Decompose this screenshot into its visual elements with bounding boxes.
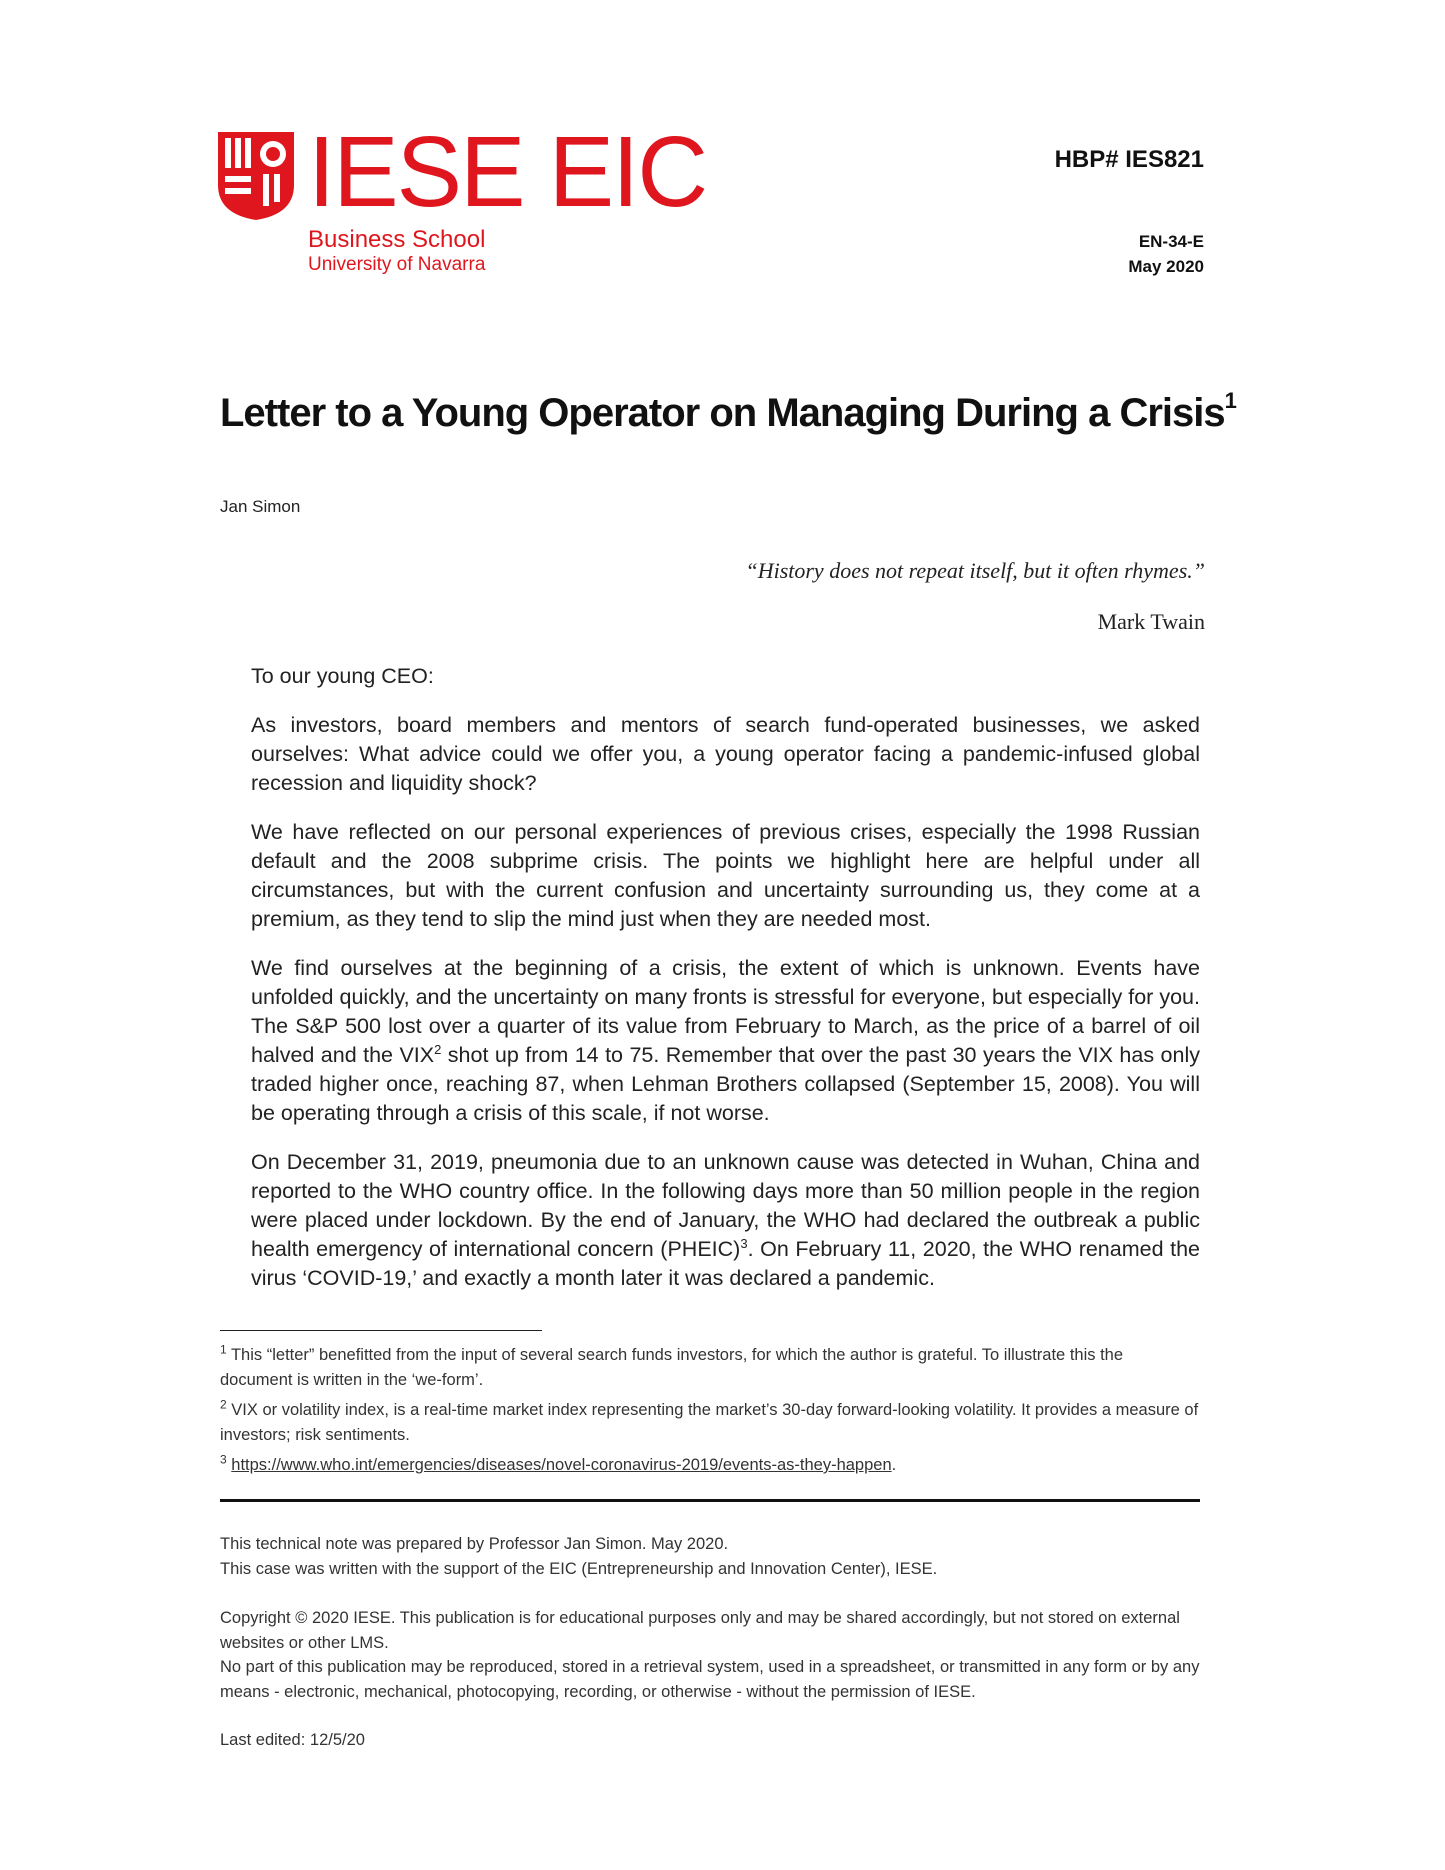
paragraph-4-text-b: . On February 11, 2020, the WHO renamed the virus ‘COVID-19,’ and exactly a month later it was declared a pandemic. — [251, 1237, 1200, 1290]
footer-support: This case was written with the support of the EIC (Entrepreneurship and Innovation Center), IESE. — [220, 1560, 938, 1578]
footnote-3-end: . — [891, 1456, 897, 1474]
footer-prepared-by: This technical note was prepared by Professor Jan Simon. May 2020. — [220, 1535, 729, 1553]
footnote-3-mark: 3 — [220, 1452, 227, 1467]
footer-copyright: Copyright © 2020 IESE. This publication is for educational purposes only and may be shared accordingly, but not stored on external websites or other LMS. — [220, 1609, 1180, 1652]
footnote-2-text: VIX or volatility index, is a real-time market index representing the market’s 30-day forward-looking volatility. It provides a measure of investors; risk sentiments. — [220, 1401, 1199, 1444]
footnote-2-mark: 2 — [220, 1397, 227, 1412]
footer-divider — [220, 1499, 1200, 1502]
footnote-ref-3[interactable]: 3 — [740, 1235, 748, 1251]
paragraph-1: As investors, board members and mentors of search fund-operated businesses, we asked ourselves: What advice could we offer you, a young operator facing a pandemic-infused global recession and liquidity shock? — [251, 713, 1200, 795]
page-title — [220, 388, 1260, 436]
footnote-ref-2[interactable]: 2 — [434, 1041, 442, 1057]
footnote-2 — [220, 1398, 1200, 1448]
paragraph-3-text-b: shot up from 14 to 75. Remember that over the past 30 years the VIX has only traded higher once, reaching 87, when Lehman Brothers collapsed (September 15, 2008). You will be operating through a crisis of this scale, if not worse. — [251, 1043, 1200, 1125]
epigraph-attribution: Mark Twain — [1097, 609, 1205, 634]
document-date: May 2020 — [1128, 257, 1204, 276]
paragraph-4 — [251, 1148, 1200, 1293]
logo-subtitle-school: Business School — [308, 226, 486, 253]
footer-last-edited: Last edited: 12/5/20 — [220, 1731, 365, 1749]
footnote-1-text: This “letter” benefitted from the input of several search funds investors, for which the author is grateful. To illustrate this the document is written in the ‘we-form’. — [220, 1346, 1124, 1389]
title-text: Letter to a Young Operator on Managing During a Crisis — [220, 391, 1225, 435]
document-code: EN-34-E — [1138, 232, 1204, 251]
footnote-divider — [220, 1330, 542, 1331]
iese-shield-icon — [216, 130, 296, 222]
author-name: Jan Simon — [220, 497, 301, 516]
footnote-3 — [220, 1453, 1200, 1478]
paragraph-3 — [251, 954, 1200, 1128]
paragraph-4-text-a: On December 31, 2019, pneumonia due to an unknown cause was detected in Wuhan, China and reported to the WHO country office. In the following days more than 50 million people in the region were placed under lockdown. By the end of January, the WHO had declared the outbreak a public health emergency of international concern (PHEIC) — [251, 1150, 1200, 1261]
footnote-1 — [220, 1343, 1200, 1393]
logo-wordmark: IESE EIC — [308, 116, 707, 228]
paragraph-3-text-a: We find ourselves at the beginning of a crisis, the extent of which is unknown. Events have unfolded quickly, and the uncertainty on many fronts is stressful for everyone, but especially for you. The S&P 500 lost over a quarter of its value from February to March, as the price of a barrel of oil halved and the VIX — [251, 956, 1200, 1067]
iese-eic-logo — [216, 116, 716, 280]
who-events-link[interactable]: https://www.who.int/emergencies/diseases/novel-coronavirus-2019/events-as-they-happen — [231, 1456, 892, 1474]
hbp-number: HBP# IES821 — [1054, 146, 1204, 173]
logo-subtitle-university: University of Navarra — [308, 254, 486, 275]
paragraph-2: We have reflected on our personal experiences of previous crises, especially the 1998 Russian default and the 2008 subprime crisis. The points we highlight here are helpful under all circumstances, but with the current confusion and uncertainty surrounding us, they come at a premium, as they tend to slip the mind just when they are needed most. — [251, 820, 1200, 931]
footnote-1-mark: 1 — [220, 1342, 227, 1357]
footer-rights: No part of this publication may be reproduced, stored in a retrieval system, used in a spreadsheet, or transmitted in any form or by any means - electronic, mechanical, photocopying, recording, or otherwise - without the permission of IESE. — [220, 1658, 1200, 1701]
epigraph-quote: “History does not repeat itself, but it often rhymes.” — [745, 558, 1205, 583]
greeting: To our young CEO: — [251, 664, 434, 688]
document-code-block — [1128, 229, 1204, 279]
title-footnote-mark: 1 — [1224, 388, 1237, 413]
